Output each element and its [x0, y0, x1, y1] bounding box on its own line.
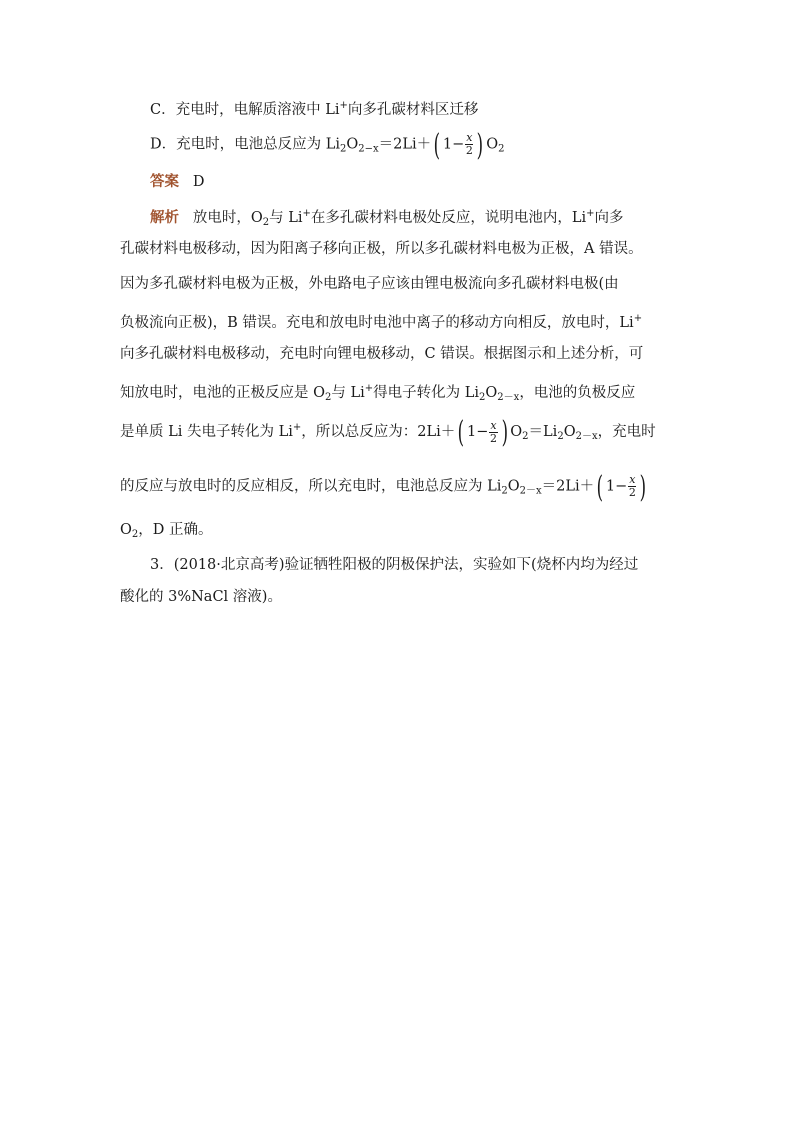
- subscript: 2－x: [497, 392, 520, 403]
- text: ，电池的负极反应: [519, 385, 636, 401]
- text: O: [510, 424, 523, 440]
- text: 负极流向正极)，B 错误。充电和放电时电池中离子的移动方向相反，放电时，Li: [120, 315, 634, 331]
- subscript: 2: [522, 431, 529, 442]
- analysis-line-5: 向多孔碳材料电极移动，充电时向锂电极移动，C 错误。根据图示和上述分析，可: [120, 346, 644, 362]
- analysis-label: 解析: [150, 209, 179, 226]
- text: ＝2Li＋: [541, 478, 595, 495]
- fraction-x-over-2: [465, 132, 473, 157]
- option-c-text: C．充电时，电解质溶液中 Li: [150, 102, 340, 118]
- text: 得电子转化为 Li: [373, 385, 480, 401]
- text: ，所以总反应为：2Li＋: [301, 424, 456, 440]
- text: 与 Li: [269, 210, 303, 226]
- text: 知放电时，电池的正极反应是 O: [120, 385, 325, 401]
- subscript: 2: [325, 392, 332, 403]
- text: O: [507, 478, 520, 495]
- question-3-line-2: 酸化的 3%NaCl 溶液)。: [120, 589, 282, 605]
- analysis-line-2: 孔碳材料电极移动，因为阳离子移向正极，所以多孔碳材料电极为正极，A 错误。: [120, 241, 643, 257]
- superscript: +: [302, 208, 311, 219]
- fraction-numerator: x: [490, 418, 497, 432]
- superscript: +: [339, 100, 348, 111]
- subscript: 2: [262, 217, 270, 228]
- text: O: [120, 522, 132, 538]
- subscript: 2−x: [358, 143, 379, 155]
- superscript: +: [292, 422, 302, 433]
- equation-rhs: ＝2Li＋: [378, 136, 432, 153]
- fraction-denominator: 2: [489, 431, 497, 445]
- subscript: 2: [557, 431, 564, 442]
- one-minus: 1−: [442, 136, 465, 153]
- analysis-line-3: 因为多孔碳材料电极为正极，外电路电子应该由锂电极流向多孔碳材料电极(由: [120, 276, 619, 292]
- option-c: [150, 96, 710, 120]
- fraction-x-over-2: [489, 420, 497, 445]
- subscript: 2: [340, 143, 347, 155]
- option-d-text: D．充电时，电池总反应为 Li: [150, 136, 340, 153]
- right-paren-icon: ): [640, 469, 647, 505]
- subscript: 2: [131, 529, 139, 540]
- text: 与 Li: [331, 385, 365, 401]
- fraction-x-over-2: [628, 474, 636, 499]
- answer-line: [150, 172, 710, 192]
- analysis-line-4: [120, 309, 680, 333]
- text: O: [563, 424, 576, 440]
- option-d: [150, 127, 710, 163]
- subscript: 2: [498, 143, 505, 155]
- right-paren-icon: ): [501, 415, 508, 450]
- fraction-denominator: 2: [465, 144, 473, 157]
- option-c-rest: 向多孔碳材料区迁移: [347, 102, 479, 118]
- text: 1−: [466, 424, 489, 440]
- subscript: 2－x: [575, 431, 598, 442]
- text: 1−: [605, 478, 628, 495]
- fraction-numerator: x: [629, 473, 636, 486]
- subscript: 2: [479, 392, 486, 403]
- left-paren-icon: (: [457, 415, 465, 450]
- analysis-line-8: [120, 469, 680, 505]
- text: ，D 正确。: [138, 522, 213, 538]
- text: O: [485, 385, 498, 401]
- right-paren-icon: ): [477, 127, 484, 163]
- text: ＝Li: [528, 424, 558, 440]
- text: 向多: [594, 210, 624, 226]
- subscript: 2－x: [519, 485, 542, 497]
- fraction-numerator: x: [466, 131, 473, 144]
- subscript: 2: [501, 485, 508, 497]
- left-paren-icon: (: [596, 469, 604, 505]
- text: 放电时，O: [192, 210, 263, 226]
- text: 在多孔碳材料电极处反应，说明电池内，Li: [310, 210, 587, 226]
- text: ，充电时: [597, 424, 656, 440]
- analysis-line-9: [120, 520, 680, 545]
- superscript: +: [364, 383, 374, 394]
- left-paren-icon: (: [433, 127, 441, 163]
- oxygen-symbol: O: [346, 136, 359, 153]
- superscript: +: [633, 313, 643, 324]
- answer-label: 答案: [150, 173, 179, 190]
- analysis-line-1: [150, 204, 710, 233]
- superscript: +: [586, 208, 595, 219]
- fraction-denominator: 2: [628, 486, 636, 499]
- text: 是单质 Li 失电子转化为 Li: [120, 424, 293, 440]
- analysis-line-6: [120, 379, 680, 408]
- oxygen-symbol: O: [486, 136, 499, 153]
- text: 的反应与放电时的反应相反，所以充电时，电池总反应为 Li: [120, 478, 502, 495]
- analysis-line-7: [120, 415, 680, 450]
- answer-value: D: [192, 174, 205, 190]
- question-3-line-1: 3．(2018·北京高考)验证牺牲阳极的阴极保护法，实验如下(烧杯内均为经过: [150, 557, 639, 573]
